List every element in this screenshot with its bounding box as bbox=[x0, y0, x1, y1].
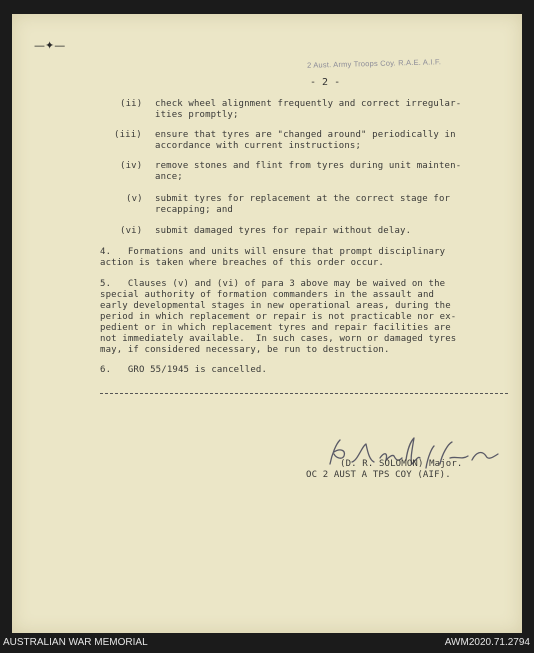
item-label: (iv) bbox=[120, 161, 143, 171]
paragraph-line: not immediately available. In such cases, worn or damaged tyres bbox=[100, 334, 457, 344]
paragraph-line: action is taken where breaches of this order occur. bbox=[100, 258, 384, 268]
page-number: - 2 - bbox=[310, 77, 341, 88]
item-line: ance; bbox=[155, 172, 183, 182]
signatory-unit: OC 2 AUST A TPS COY (AIF). bbox=[306, 470, 451, 480]
item-label: (ii) bbox=[120, 99, 143, 109]
item-label: (iii) bbox=[114, 130, 142, 140]
paragraph-line: period in which replacement or repair is not practicable nor ex- bbox=[100, 312, 457, 322]
paragraph-line: 5. Clauses (v) and (vi) of para 3 above may be waived on the bbox=[100, 279, 446, 289]
pin-mark-icon: —✦— bbox=[34, 39, 66, 52]
footer-source: AUSTRALIAN WAR MEMORIAL bbox=[3, 637, 148, 648]
item-line: accordance with current instructions; bbox=[155, 141, 362, 151]
item-line: recapping; and bbox=[155, 205, 233, 215]
item-line: check wheel alignment frequently and correct irregular- bbox=[155, 99, 462, 109]
item-line: ensure that tyres are "changed around" periodically in bbox=[155, 130, 456, 140]
item-label: (vi) bbox=[120, 226, 143, 236]
dashed-divider bbox=[100, 393, 508, 394]
unit-stamp: 2 Aust. Army Troops Coy. R.A.E. A.I.F. bbox=[306, 57, 442, 70]
document-page bbox=[12, 14, 522, 633]
paragraph-line: early developmental stages in new operational areas, during the bbox=[100, 301, 451, 311]
item-line: remove stones and flint from tyres during unit mainten- bbox=[155, 161, 462, 171]
item-label: (v) bbox=[126, 194, 143, 204]
item-line: submit damaged tyres for repair without delay. bbox=[155, 226, 412, 236]
paragraph-line: 4. Formations and units will ensure that prompt disciplinary bbox=[100, 247, 446, 257]
paragraph-6: 6. GRO 55/1945 is cancelled. bbox=[100, 365, 268, 375]
footer-accession-number: AWM2020.71.2794 bbox=[444, 637, 530, 648]
signatory-name: (D. R. SOLOMON) Major. bbox=[340, 459, 463, 469]
paragraph-line: may, if considered necessary, be run to destruction. bbox=[100, 345, 390, 355]
paragraph-line: special authority of formation commanders in the assault and bbox=[100, 290, 435, 300]
item-line: submit tyres for replacement at the correct stage for bbox=[155, 194, 451, 204]
paragraph-line: pedient or in which replacement tyres and repair facilities are bbox=[100, 323, 451, 333]
item-line: ities promptly; bbox=[155, 110, 239, 120]
